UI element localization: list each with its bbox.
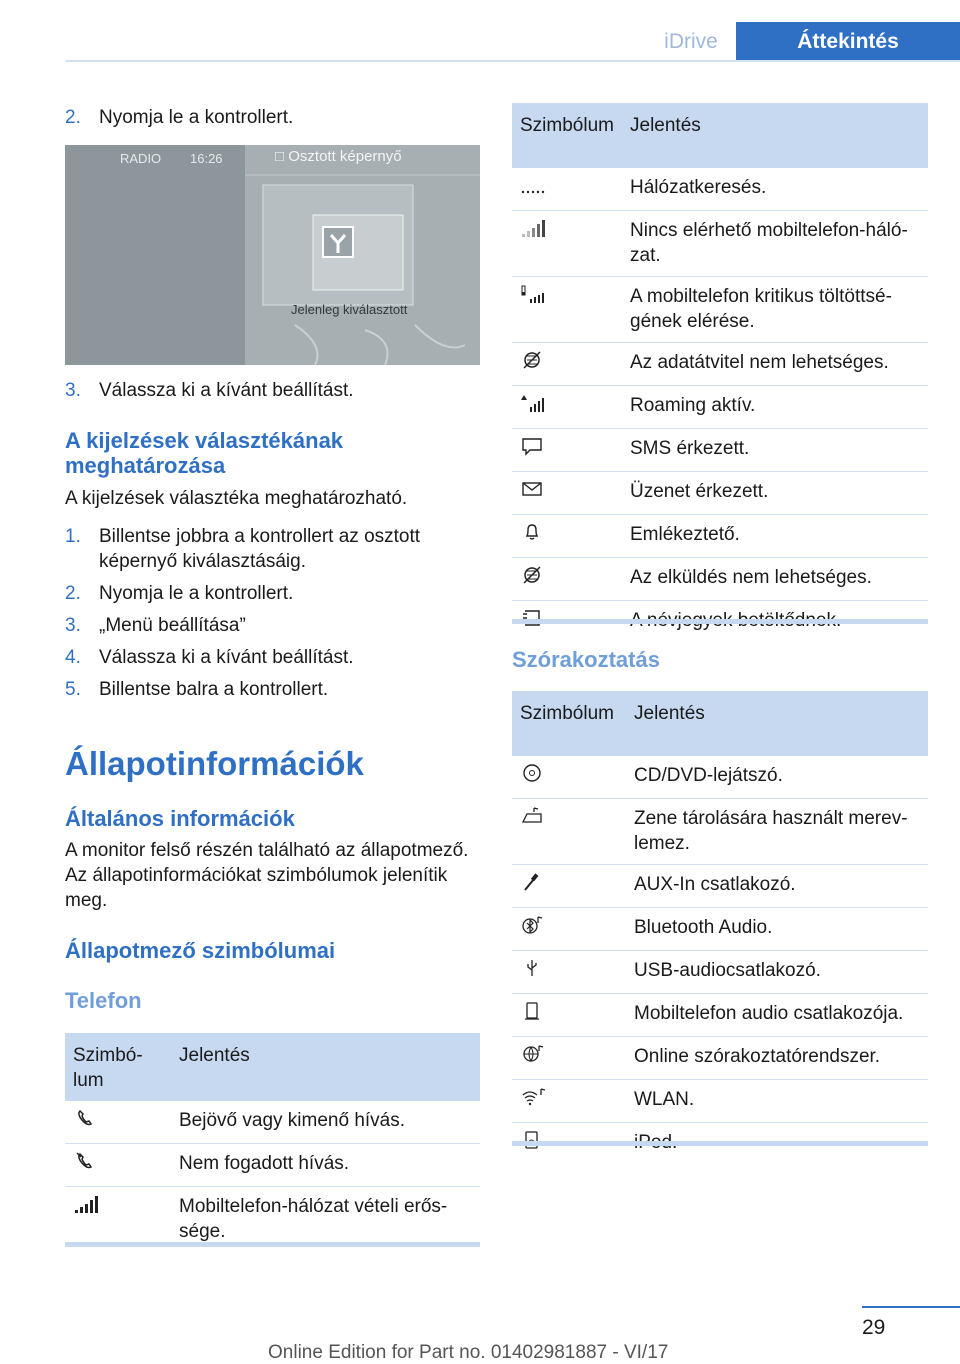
step-number: 1. (65, 526, 81, 547)
battery-low-icon (520, 284, 546, 304)
split-screen-label: □ Osztott képernyő (275, 148, 402, 165)
table-row (512, 865, 928, 908)
selected-label: Jelenleg kiválasztott (291, 302, 408, 317)
step-number: 4. (65, 647, 81, 668)
page-number: 29 (862, 1316, 886, 1339)
row-text: CD/DVD-lejátszó. (626, 756, 928, 799)
section-title-display-selection: A kijelzések választékának meghatározása (65, 428, 344, 478)
row-text: SMS érkezett. (622, 429, 928, 472)
step-number: 5. (65, 679, 81, 700)
row-text: Nincs elérhető mobiltelefon-hálózat. (622, 211, 928, 277)
table-row (512, 343, 928, 386)
split-screen-image (65, 145, 480, 365)
table-row (512, 1080, 928, 1123)
send-failed-icon (520, 565, 546, 585)
step-number: 2. (65, 583, 81, 604)
table-row (512, 277, 928, 343)
table-row (512, 472, 928, 515)
phone-call-icon (73, 1108, 99, 1128)
step-text: Válassza ki a kívánt beállítást. (99, 647, 354, 668)
ipod-icon (520, 1130, 546, 1150)
bell-icon (520, 522, 546, 542)
step-text: Nyomja le a kontrollert. (99, 583, 294, 604)
table-row (65, 1144, 480, 1187)
header-rule (65, 60, 960, 62)
step-number: 2. (65, 107, 81, 128)
envelope-icon (520, 479, 546, 499)
network-search-icon (520, 175, 546, 195)
general-info-text: A monitor felső részén található az állapotmező. Az állapotinformációkat szimbólumok jelenítik meg. (65, 840, 469, 911)
table-row (512, 1037, 928, 1080)
bluetooth-audio-icon (520, 915, 546, 935)
row-text: USB-audiocsatlakozó. (626, 951, 928, 994)
phone-audio-icon (520, 1001, 546, 1021)
row-text: Zene tárolására használt merevlemez. (626, 799, 928, 865)
section-intro: A kijelzések választéka meghatározható. (65, 488, 408, 509)
missed-call-icon (73, 1151, 99, 1171)
usb-icon (520, 958, 546, 978)
row-text: Emlékeztető. (622, 515, 928, 558)
no-data-icon (520, 350, 546, 370)
column-header-symbol: Szimbólum (512, 691, 626, 756)
phone-status-table (512, 103, 928, 643)
page-number-rule (862, 1306, 960, 1308)
split-screen-screenshot (65, 145, 480, 365)
cd-icon (520, 763, 546, 783)
chapter-title: Állapotinformációk (65, 745, 364, 782)
row-text: Roaming aktív. (622, 386, 928, 429)
column-header-meaning: Jelentés (171, 1033, 480, 1101)
table-row (512, 211, 928, 277)
radio-label: RADIO (120, 151, 162, 166)
table-end-bar (65, 1242, 480, 1247)
wlan-icon (520, 1087, 546, 1107)
step-number: 3. (65, 615, 81, 636)
row-text: Az elküldés nem lehetséges. (622, 558, 928, 601)
section-title-status-symbols: Állapotmező szimbólumai (65, 938, 336, 963)
row-text: WLAN. (626, 1080, 928, 1123)
row-text: A mobiltelefon kritikus töltöttségének elérése. (622, 277, 928, 343)
roaming-icon (520, 393, 546, 413)
edition-footer: Online Edition for Part no. 01402981887 - VI/17 (268, 1342, 669, 1363)
table-row (512, 994, 928, 1037)
row-text: Mobiltelefon-hálózat vételi erőssége. (179, 1196, 448, 1242)
aux-in-icon (520, 872, 546, 892)
table-row (512, 558, 928, 601)
harddisk-music-icon (520, 806, 546, 826)
step-number: 3. (65, 380, 81, 401)
section-title-general-info: Általános információk (65, 806, 295, 831)
column-header-meaning: Jelentés (622, 103, 928, 168)
table-end-bar (512, 1141, 928, 1146)
table-row (65, 1101, 480, 1144)
column-header-symbol: Szimbólum (65, 1033, 171, 1101)
entertainment-heading: Szórakoztatás (512, 647, 660, 672)
table-row (512, 756, 928, 799)
table-end-bar (512, 619, 928, 624)
step-text: „Menü beállítása” (99, 615, 246, 636)
table-header-row (512, 103, 928, 168)
row-text: Nem fogadott hívás. (171, 1144, 480, 1187)
time-label: 16:26 (190, 151, 223, 166)
table-row (512, 799, 928, 865)
row-text: AUX-In csatlakozó. (626, 865, 928, 908)
table-row (512, 429, 928, 472)
header-tab-idrive: iDrive (664, 30, 718, 53)
table-row (512, 908, 928, 951)
table-row (512, 386, 928, 429)
table-row (512, 515, 928, 558)
header-tab-overview: Áttekintés (736, 22, 960, 62)
phone-symbols-table (65, 1033, 480, 1252)
entertainment-symbols-table (512, 691, 928, 1165)
row-text: Bejövő vagy kimenő hívás. (171, 1101, 480, 1144)
phone-heading: Telefon (65, 988, 142, 1013)
row-text: Mobiltelefon audio csatlakozója. (626, 994, 928, 1037)
no-network-icon (520, 218, 546, 238)
row-text: Bluetooth Audio. (626, 908, 928, 951)
sms-icon (520, 436, 546, 456)
step-text: Nyomja le a kontrollert. (99, 107, 294, 128)
column-header-meaning: Jelentés (626, 691, 928, 756)
column-header-symbol: Szimbólum (512, 103, 622, 168)
table-row (512, 168, 928, 211)
contacts-loading-icon (520, 608, 546, 628)
online-entertainment-icon (520, 1044, 546, 1064)
row-text: Hálózatkeresés. (622, 168, 928, 211)
step-text: Billentse balra a kontrollert. (99, 679, 329, 700)
row-text: Online szórakoztatórendszer. (626, 1037, 928, 1080)
signal-strength-icon (73, 1194, 99, 1214)
table-row (512, 951, 928, 994)
step-text: Billentse jobbra a kontrollert az osztott képernyő kiválasztásáig. (99, 526, 421, 572)
row-text: Üzenet érkezett. (622, 472, 928, 515)
row-text: Az adatátvitel nem lehetséges. (622, 343, 928, 386)
table-header-row (65, 1033, 480, 1101)
step-text: Válassza ki a kívánt beállítást. (99, 380, 354, 401)
table-header-row (512, 691, 928, 756)
